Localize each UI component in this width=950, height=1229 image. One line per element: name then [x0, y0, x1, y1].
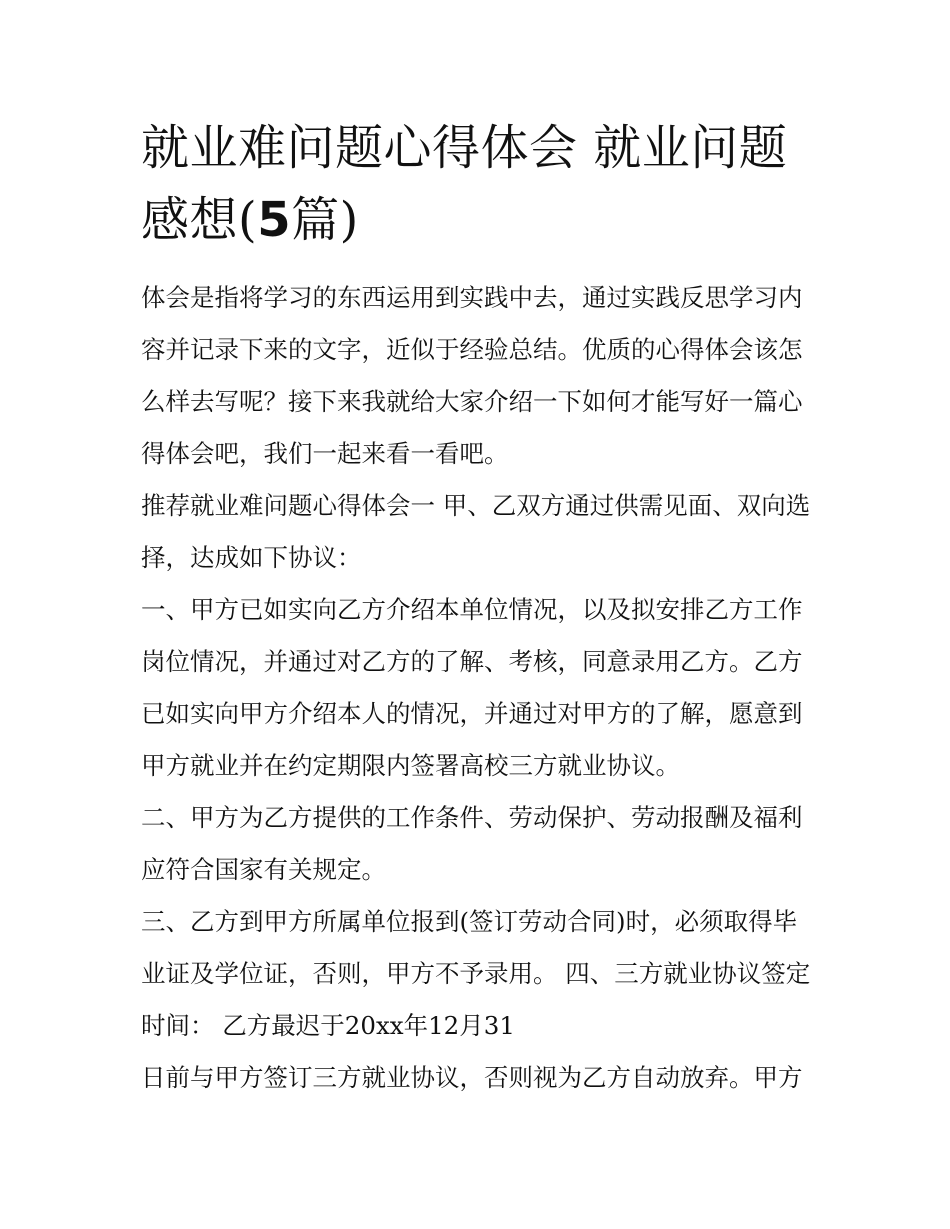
clause-4-continuation-paragraph: 日前与甲方签订三方就业协议，否则视为乙方自动放弃。甲方: [141, 1063, 803, 1092]
clause-3-paragraph: 三、乙方到甲方所属单位报到(签订劳动合同)时，必须取得毕业证及学位证，否则，甲方不予录用。 四、三方就业协议签定时间： 乙方最迟于20xx年12月31: [141, 907, 811, 1040]
title-text-end: 篇): [291, 192, 359, 248]
document-title: [141, 112, 813, 256]
document-body: [141, 272, 813, 1104]
title-number: 5: [257, 192, 292, 248]
section-heading-paragraph: 推荐就业难问题心得体会一 甲、乙双方通过供需见面、双向选择，达成如下协议：: [141, 491, 811, 572]
clause-2-paragraph: 二、甲方为乙方提供的工作条件、劳动保护、劳动报酬及福利应符合国家有关规定。: [141, 803, 803, 884]
document-page: [141, 112, 813, 1104]
intro-paragraph: 体会是指将学习的东西运用到实践中去，通过实践反思学习内容并记录下来的文字，近似于经验总结。优质的心得体会该怎么样去写呢？接下来我就给大家介绍一下如何才能写好一篇心得体会吧，我们一起来看一看吧。: [141, 283, 803, 468]
clause-1-paragraph: 一、甲方已如实向乙方介绍本单位情况，以及拟安排乙方工作岗位情况，并通过对乙方的了解、考核，同意录用乙方。乙方已如实向甲方介绍本人的情况，并通过对甲方的了解，愿意到甲方就业并在约定期限内签署高校三方就业协议。: [141, 595, 803, 780]
title-text: 就业难问题心得体会 就业问题感想(: [141, 120, 788, 248]
